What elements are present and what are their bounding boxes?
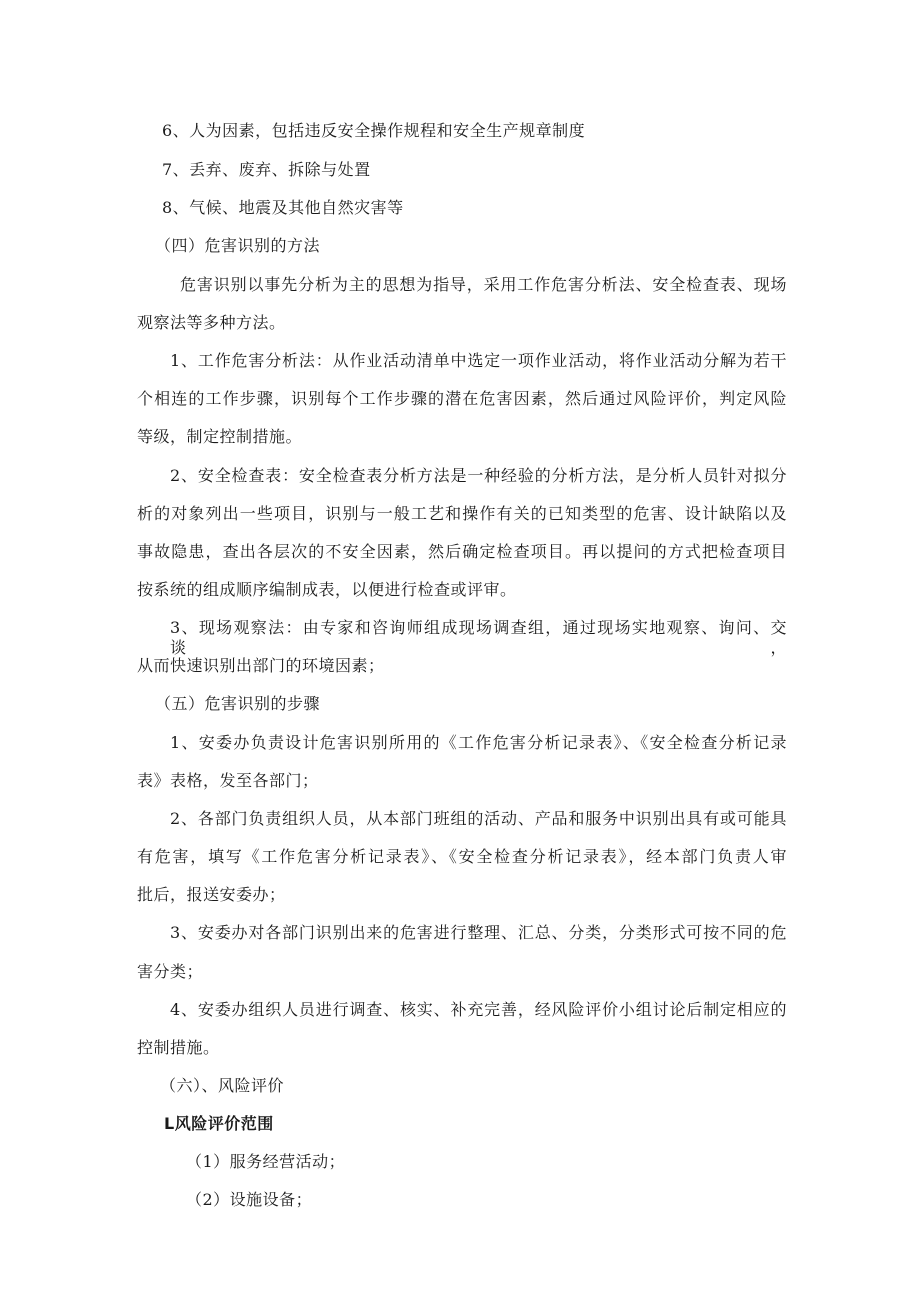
paragraph-line: 控制措施。 <box>137 1038 220 1057</box>
section-heading-5: （五）危害识别的步骤 <box>155 694 321 713</box>
paragraph-line: 事故隐患，查出各层次的不安全因素，然后确定检查项目。再以提问的方式把检查项目 <box>137 542 787 561</box>
paragraph-line: 害分类； <box>137 962 204 981</box>
paragraph-line: 观察法等多种方法。 <box>137 313 286 332</box>
paragraph-line: 3、现场观察法：由专家和咨询师组成现场调查组，通过现场实地观察、询问、交谈， <box>170 618 787 657</box>
paragraph-line: 2、各部门负责组织人员，从本部门班组的活动、产品和服务中识别出具有或可能具 <box>170 809 787 828</box>
paragraph-line: 有危害，填写《工作危害分析记录表》、《安全检查分析记录表》，经本部门负责人审 <box>137 847 787 866</box>
paragraph-line: 1、工作危害分析法：从作业活动清单中选定一项作业活动，将作业活动分解为若干 <box>170 351 787 370</box>
paragraph-line: 3、安委办对各部门识别出来的危害进行整理、汇总、分类，分类形式可按不同的危 <box>170 923 787 942</box>
list-item-8: 8、气候、地震及其他自然灾害等 <box>162 198 404 217</box>
paragraph-line: 1、安委办负责设计危害识别所用的《工作危害分析记录表》、《安全检查分析记录 <box>170 733 787 752</box>
paragraph-line: 危害识别以事先分析为主的思想为指导，采用工作危害分析法、安全检查表、现场 <box>180 275 787 294</box>
paragraph-line: 4、安委办组织人员进行调查、核实、补充完善，经风险评价小组讨论后制定相应的 <box>170 1000 787 1019</box>
list-item-6: 6、人为因素，包括违反安全操作规程和安全生产规章制度 <box>162 121 586 140</box>
paragraph-line: 从而快速识别出部门的环境因素； <box>137 656 385 675</box>
section-heading-4: （四）危害识别的方法 <box>155 236 321 255</box>
paragraph-line: 析的对象列出一些项目，识别与一般工艺和操作有关的已知类型的危害、设计缺陷以及 <box>137 504 787 523</box>
paragraph-line: 按系统的组成顺序编制成表，以便进行检查或评审。 <box>137 580 517 599</box>
section-heading-6: （六）、风险评价 <box>160 1076 285 1095</box>
list-item-1: （1）服务经营活动； <box>186 1152 346 1171</box>
paragraph-line: 2、安全检查表：安全检查表分析方法是一种经验的分析方法，是分析人员针对拟分 <box>170 466 787 485</box>
list-item-2: （2）设施设备； <box>186 1190 313 1209</box>
paragraph-line: 表》表格，发至各部门； <box>137 771 319 790</box>
paragraph-line: 等级，制定控制措施。 <box>137 427 303 446</box>
list-item-7: 7、丢弃、废弃、拆除与处置 <box>162 160 371 179</box>
paragraph-line: 批后，报送安委办； <box>137 885 286 904</box>
subheading-risk-scope: L风险评价范围 <box>164 1114 274 1133</box>
paragraph-line: 个相连的工作步骤，识别每个工作步骤的潜在危害因素，然后通过风险评价，判定风险 <box>137 389 787 408</box>
